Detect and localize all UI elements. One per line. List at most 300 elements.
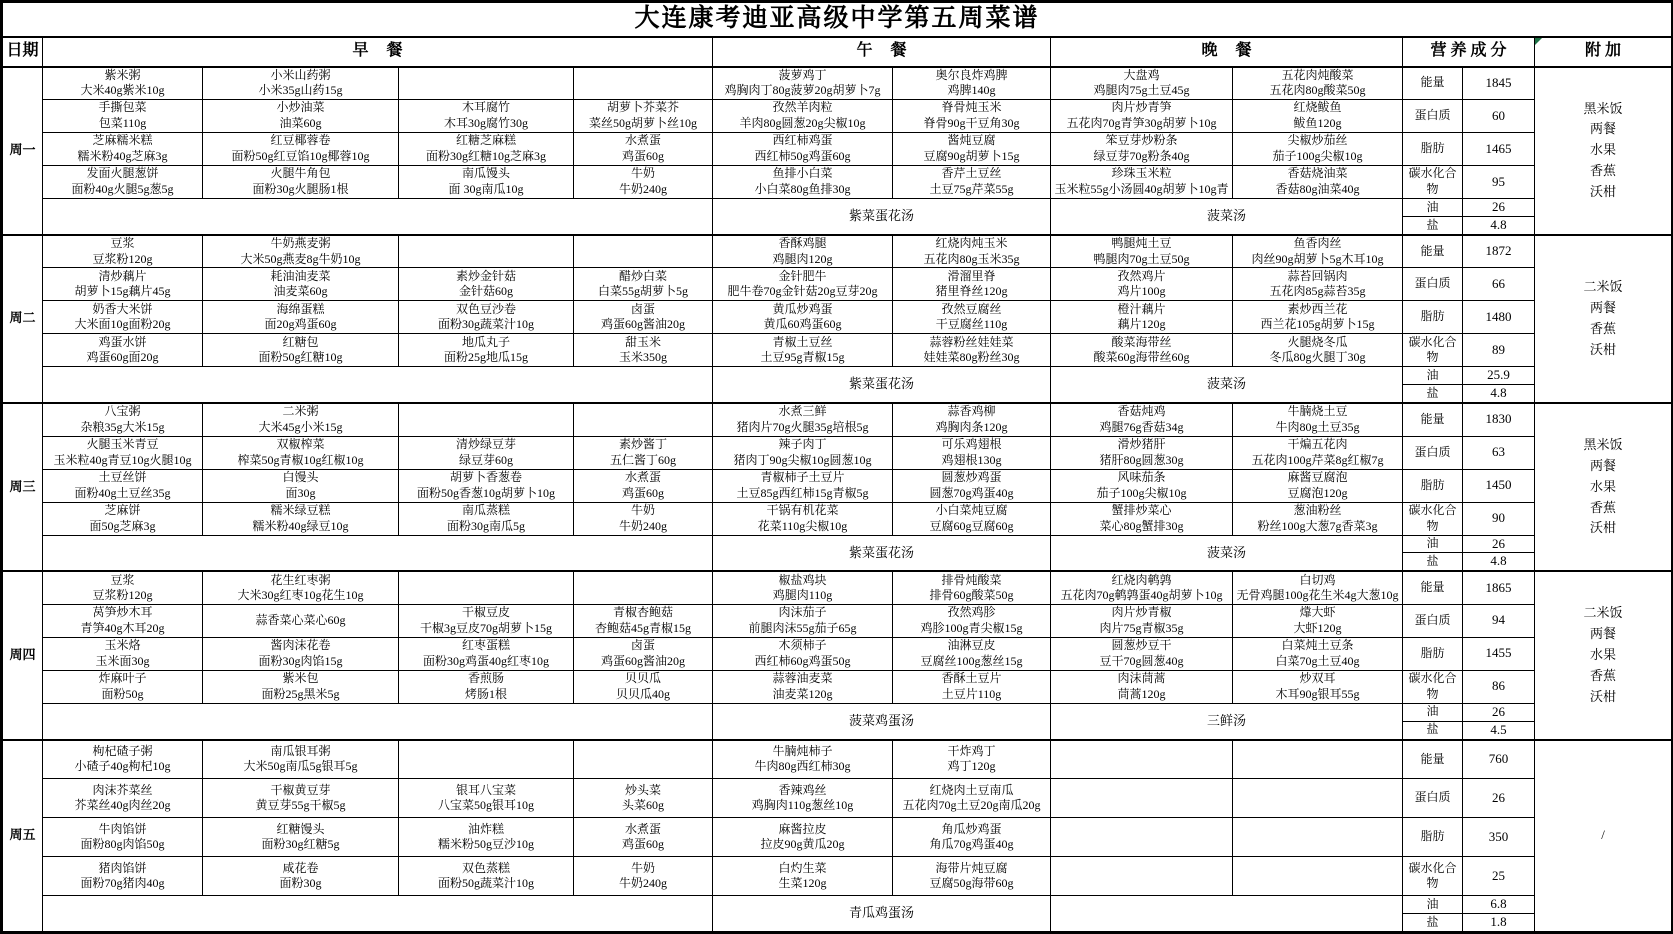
dish-name: 蒜蓉粉丝娃娃菜 <box>929 334 1014 349</box>
dish-cell <box>203 403 399 436</box>
dish-cell <box>203 334 399 367</box>
dish-cell <box>1233 268 1403 301</box>
dish-ingredients: 面粉50g红豆馅10g椰蓉10g <box>231 149 370 163</box>
dish-ingredients: 鸡蛋60g <box>621 149 664 163</box>
dish-cell <box>893 166 1051 199</box>
dish-cell <box>203 779 399 818</box>
dish-name: 橙汁藕片 <box>1117 301 1166 316</box>
dish-cell <box>399 818 574 857</box>
dish-ingredients: 玉米面30g <box>95 653 150 668</box>
dish-cell <box>399 502 574 535</box>
dish-ingredients: 菜心80g蟹排30g <box>1099 518 1184 533</box>
dish-ingredients: 大米45g小米15g <box>258 419 343 434</box>
dish-ingredients: 土豆片110g <box>941 686 1002 701</box>
dish-name: 香煎肠 <box>467 671 504 686</box>
dish-cell <box>43 67 203 100</box>
dish-ingredients: 五花肉80g玉米35g <box>923 251 1020 266</box>
dish-name: 可乐鸡翅根 <box>941 436 1002 451</box>
dish-ingredients: 大米50g南瓜5g银耳5g <box>243 759 358 774</box>
dish-cell <box>713 403 893 436</box>
dish-ingredients: 黄瓜60鸡蛋60g <box>763 317 842 332</box>
dish-ingredients: 面50g芝麻3g <box>89 518 156 533</box>
lunch-soup: 紫菜蛋花汤 <box>713 199 1051 235</box>
dish-cell <box>713 133 893 166</box>
dish-ingredients: 烤肠1根 <box>464 686 507 701</box>
nutrition-label: 碳水化合物 <box>1403 166 1463 199</box>
dinner-soup: 三鲜汤 <box>1051 703 1403 739</box>
dish-ingredients: 面粉40g土豆丝35g <box>74 485 171 500</box>
dish-name: 卤蛋 <box>630 301 655 316</box>
dish-ingredients: 鸡胸肉丁80g菠萝20g胡萝卜7g <box>724 83 881 98</box>
dish-ingredients: 前腿肉沫55g茄子65g <box>748 620 857 635</box>
dish-name: 清炒藕片 <box>98 268 147 283</box>
dish-name: 白菜炖土豆条 <box>1281 638 1354 653</box>
dish-cell-empty <box>1233 857 1403 896</box>
dish-ingredients: 猪肉丁90g尖椒10g圆葱10g <box>733 452 872 467</box>
dish-cell <box>43 670 203 703</box>
dish-cell <box>399 604 574 637</box>
dish-ingredients: 牛奶240g <box>618 518 667 533</box>
nutrition-value: 4.5 <box>1463 721 1535 739</box>
dish-name: 白切鸡 <box>1299 572 1336 587</box>
soup-breakfast-blank <box>43 199 713 235</box>
dish-cell <box>43 637 203 670</box>
dish-ingredients: 猪肉片70g火腿35g培根5g <box>736 419 869 434</box>
dish-name: 豆浆 <box>110 572 135 587</box>
dish-name: 土豆丝饼 <box>98 469 147 484</box>
dish-cell <box>1233 334 1403 367</box>
dish-cell-empty <box>574 571 713 604</box>
dish-ingredients: 鸡蛋60g面20g <box>86 350 159 365</box>
dish-ingredients: 角瓜70g鸡蛋40g <box>929 837 1014 852</box>
day-label: 周四 <box>3 571 43 739</box>
dish-cell <box>399 670 574 703</box>
dish-name: 南瓜银耳粥 <box>270 743 331 758</box>
dish-ingredients: 面粉25g黑米5g <box>261 686 340 701</box>
dish-ingredients: 五花肉70g土豆20g南瓜20g <box>902 798 1041 813</box>
dish-ingredients: 豆浆粉120g <box>92 588 153 603</box>
dish-cell <box>893 436 1051 469</box>
dish-name: 奶香大米饼 <box>92 301 153 316</box>
dish-cell <box>574 268 713 301</box>
nutrition-label: 盐 <box>1403 216 1463 234</box>
nutrition-label: 能量 <box>1403 403 1463 436</box>
dish-name: 香酥鸡腿 <box>778 235 827 250</box>
dish-cell <box>574 779 713 818</box>
nutrition-value: 1865 <box>1463 571 1535 604</box>
dish-name: 肉片炒青笋 <box>1111 100 1172 115</box>
dish-name: 干椒豆皮 <box>461 605 510 620</box>
dish-cell-empty <box>574 740 713 779</box>
dish-name: 八宝粥 <box>104 404 141 419</box>
day-label: 周二 <box>3 235 43 403</box>
dish-name: 葱油粉丝 <box>1293 502 1342 517</box>
nutrition-value: 1845 <box>1463 67 1535 100</box>
dish-cell <box>1051 571 1233 604</box>
dish-cell <box>1051 166 1233 199</box>
dish-name: 牛奶 <box>630 166 655 181</box>
nutrition-label: 碳水化合物 <box>1403 857 1463 896</box>
dish-cell <box>1051 436 1233 469</box>
nutrition-value: 26 <box>1463 779 1535 818</box>
dish-cell-empty <box>574 67 713 100</box>
extra-note: / <box>1535 740 1672 932</box>
dish-name: 干椒黄豆芽 <box>270 782 331 797</box>
nutrition-label: 脂肪 <box>1403 818 1463 857</box>
dish-cell <box>893 670 1051 703</box>
dish-name: 水煮蛋 <box>624 821 661 836</box>
dish-name: 干锅有机花菜 <box>766 502 839 517</box>
dish-cell <box>1051 301 1233 334</box>
dish-cell-empty <box>1051 779 1233 818</box>
dish-name: 香酥土豆片 <box>941 671 1002 686</box>
dish-name: 肉片炒青椒 <box>1111 605 1172 620</box>
dish-ingredients: 白菜70g土豆40g <box>1275 653 1360 668</box>
nutrition-label: 能量 <box>1403 67 1463 100</box>
dish-name: 红豆椰蓉卷 <box>270 133 331 148</box>
dish-cell <box>203 670 399 703</box>
nutrition-value: 25 <box>1463 857 1535 896</box>
dish-cell <box>893 740 1051 779</box>
dish-ingredients: 鸡蛋60g酱油20g <box>600 317 685 332</box>
dish-ingredients: 鸡胗100g青尖椒15g <box>920 620 1023 635</box>
nutrition-label: 脂肪 <box>1403 637 1463 670</box>
dish-name: 玉米烙 <box>104 638 141 653</box>
dish-name: 海带片炖豆腐 <box>935 860 1008 875</box>
dish-cell <box>43 604 203 637</box>
dish-cell <box>713 740 893 779</box>
dish-name: 紫米包 <box>282 671 319 686</box>
dish-ingredients: 面粉80g肉馅50g <box>80 837 165 852</box>
nutrition-value: 1480 <box>1463 301 1535 334</box>
dish-name: 角瓜炒鸡蛋 <box>941 821 1002 836</box>
dish-cell <box>893 403 1051 436</box>
nutrition-value: 760 <box>1463 740 1535 779</box>
dish-cell <box>1233 571 1403 604</box>
dish-cell <box>574 604 713 637</box>
dish-cell <box>203 637 399 670</box>
dish-name: 红糖馒头 <box>276 821 325 836</box>
dish-ingredients: 牛奶240g <box>618 876 667 891</box>
dish-cell <box>713 779 893 818</box>
nutrition-label: 盐 <box>1403 553 1463 571</box>
dish-ingredients: 头菜60g <box>621 798 664 813</box>
dish-cell <box>1233 301 1403 334</box>
dish-cell <box>1051 670 1233 703</box>
nutrition-value: 350 <box>1463 818 1535 857</box>
dish-cell <box>713 301 893 334</box>
dish-name: 孜然羊肉粒 <box>772 100 833 115</box>
dish-name: 西红柿鸡蛋 <box>772 133 833 148</box>
dish-cell <box>893 571 1051 604</box>
dish-cell <box>203 604 399 637</box>
dish-ingredients: 五花肉70g鹌鹑蛋40g胡萝卜10g <box>1060 588 1223 603</box>
dish-ingredients: 圆葱70g鸡蛋40g <box>929 485 1014 500</box>
nutrition-label: 能量 <box>1403 740 1463 779</box>
dish-cell-empty <box>1051 857 1233 896</box>
dish-cell <box>893 301 1051 334</box>
dish-name: 白灼生菜 <box>778 860 827 875</box>
dish-name: 青椒柿子土豆片 <box>760 469 845 484</box>
dish-cell <box>43 301 203 334</box>
dish-name: 金针肥牛 <box>778 268 827 283</box>
nutrition-value: 25.9 <box>1463 367 1535 385</box>
dish-name: 小炒油菜 <box>276 100 325 115</box>
dish-ingredients: 面粉30g鸡蛋40g红枣10g <box>422 653 549 668</box>
dish-ingredients: 羊肉80g圆葱20g尖椒10g <box>739 116 866 130</box>
dish-name: 枸杞碴子粥 <box>92 743 153 758</box>
dish-name: 排骨炖酸菜 <box>941 572 1002 587</box>
dish-ingredients: 拉皮90g黄瓜20g <box>760 837 845 852</box>
dish-ingredients: 冬瓜80g火腿丁30g <box>1269 350 1366 365</box>
dish-name: 地瓜丸子 <box>461 334 510 349</box>
nutrition-value: 89 <box>1463 334 1535 367</box>
dish-ingredients: 鸡腿肉110g <box>772 588 833 603</box>
dish-ingredients: 面粉50g香葱10g胡萝卜10g <box>416 485 555 500</box>
dish-name: 耗油油麦菜 <box>270 268 331 283</box>
dish-name: 蒜蓉油麦菜 <box>772 671 833 686</box>
dish-name: 菠萝鸡丁 <box>778 67 827 82</box>
dish-ingredients: 无骨鸡腿100g花生米4g大葱10g <box>1236 588 1399 603</box>
dish-name: 牛腩烧土豆 <box>1287 404 1348 419</box>
dish-cell <box>713 604 893 637</box>
dish-name: 酱炖豆腐 <box>947 133 996 148</box>
dish-ingredients: 青笋40g木耳20g <box>80 620 165 635</box>
dish-cell <box>893 469 1051 502</box>
dish-name: 黄瓜炒鸡蛋 <box>772 301 833 316</box>
dish-cell <box>893 100 1051 133</box>
dish-cell <box>574 469 713 502</box>
dish-name: 尖椒炒茄丝 <box>1287 133 1348 148</box>
dish-ingredients: 八宝菜50g银耳10g <box>437 798 534 813</box>
dish-name: 小米山药粥 <box>270 67 331 82</box>
dish-name: 鸡蛋水饼 <box>98 334 147 349</box>
dish-ingredients: 鸡蛋60g <box>621 485 664 500</box>
dish-name: 红烧肉鹌鹑 <box>1111 572 1172 587</box>
menu-table <box>2 2 1672 932</box>
dish-cell <box>43 403 203 436</box>
dish-cell-empty <box>574 403 713 436</box>
dish-name: 木耳腐竹 <box>461 100 510 115</box>
dish-name: 白馒头 <box>282 469 319 484</box>
dish-ingredients: 干椒3g豆皮70g胡萝卜15g <box>419 620 552 635</box>
dish-ingredients: 油菜60g <box>279 116 322 130</box>
dish-ingredients: 五花肉70g青笋30g胡萝卜10g <box>1066 116 1217 130</box>
extra-note: 二米饭 两餐 水果 香蕉 沃柑 <box>1535 571 1672 739</box>
dish-cell <box>399 436 574 469</box>
dish-name: 海绵蛋糕 <box>276 301 325 316</box>
dish-name: 孜然豆腐丝 <box>941 301 1002 316</box>
lunch-soup: 青瓜鸡蛋汤 <box>713 896 1051 932</box>
dish-cell <box>1051 67 1233 100</box>
dish-ingredients: 鸡腿肉120g <box>772 251 833 266</box>
dish-cell <box>203 133 399 166</box>
dish-cell <box>1051 502 1233 535</box>
dish-name: 木须柿子 <box>778 638 827 653</box>
dish-cell <box>1233 670 1403 703</box>
dish-ingredients: 酸菜60g海带丝60g <box>1093 350 1190 365</box>
day-label: 周五 <box>3 740 43 932</box>
dish-ingredients: 面30g <box>285 485 316 500</box>
dish-cell <box>43 779 203 818</box>
dish-ingredients: 鸡蛋60g <box>621 837 664 852</box>
dish-ingredients: 白菜55g胡萝卜5g <box>597 284 688 299</box>
col-header-date: 日期 <box>3 37 43 67</box>
dish-cell <box>1051 268 1233 301</box>
dish-ingredients: 木耳30g腐竹30g <box>443 116 528 130</box>
dish-name: 红烧肉土豆南瓜 <box>929 782 1014 797</box>
dish-cell <box>1233 502 1403 535</box>
dish-cell <box>43 469 203 502</box>
nutrition-value: 66 <box>1463 268 1535 301</box>
dish-name: 鸭腿炖土豆 <box>1111 235 1172 250</box>
soup-breakfast-blank <box>43 367 713 403</box>
dish-name: 酱肉沫花卷 <box>270 638 331 653</box>
dish-cell <box>203 436 399 469</box>
dish-ingredients: 五仁酱丁60g <box>609 452 676 467</box>
dish-cell <box>1233 637 1403 670</box>
dish-name: 醋炒白菜 <box>618 268 667 283</box>
dish-name: 牛腩炖柿子 <box>772 743 833 758</box>
dish-cell <box>203 857 399 896</box>
dish-name: 鱼排小白菜 <box>772 166 833 181</box>
dish-ingredients: 鸡腿肉75g土豆45g <box>1093 83 1190 98</box>
dish-name: 香菇炖鸡 <box>1117 404 1166 419</box>
dish-name: 炒头菜 <box>624 782 661 797</box>
dish-name: 孜然鸡片 <box>1117 268 1166 283</box>
dish-cell <box>713 502 893 535</box>
dish-name: 肉沫芥菜丝 <box>92 782 153 797</box>
dish-cell <box>399 166 574 199</box>
dish-name: 风味茄条 <box>1117 469 1166 484</box>
dish-cell <box>574 436 713 469</box>
nutrition-value: 26 <box>1463 703 1535 721</box>
dinner-soup <box>1051 896 1403 932</box>
dish-name: 油炸糕 <box>467 821 504 836</box>
dish-cell <box>399 334 574 367</box>
dish-cell <box>574 301 713 334</box>
nutrition-value: 94 <box>1463 604 1535 637</box>
dish-ingredients: 豆腐90g胡萝卜15g <box>923 149 1020 163</box>
dish-cell-empty <box>1051 818 1233 857</box>
dish-cell <box>43 133 203 166</box>
dish-ingredients: 黄豆芽55g干椒5g <box>255 798 346 813</box>
dish-name: 奥尔良炸鸡脾 <box>935 67 1008 82</box>
dish-cell <box>893 779 1051 818</box>
day-label: 周一 <box>3 67 43 235</box>
dish-name: 猪肉馅饼 <box>98 860 147 875</box>
dish-ingredients: 面粉30g肉馅15g <box>258 653 343 668</box>
dish-cell <box>713 334 893 367</box>
dish-name: 咸花卷 <box>282 860 319 875</box>
nutrition-value: 4.8 <box>1463 216 1535 234</box>
nutrition-label: 盐 <box>1403 914 1463 932</box>
dish-cell <box>893 502 1051 535</box>
lunch-soup: 紫菜蛋花汤 <box>713 535 1051 571</box>
extra-note: 二米饭 两餐 香蕉 沃柑 <box>1535 235 1672 403</box>
dish-ingredients: 面粉30g红糖5g <box>261 837 340 852</box>
dish-cell <box>43 268 203 301</box>
dish-name: 辣子肉丁 <box>778 436 827 451</box>
dish-cell <box>713 166 893 199</box>
dish-cell-empty <box>399 403 574 436</box>
dish-cell <box>713 571 893 604</box>
dish-name: 芝麻饼 <box>104 502 141 517</box>
soup-breakfast-blank <box>43 535 713 571</box>
col-header-dinner: 晚餐 <box>1051 37 1403 67</box>
dish-ingredients: 面 30g南瓜10g <box>448 182 524 196</box>
dish-ingredients: 西红柿50g鸡蛋60g <box>754 149 851 163</box>
dish-ingredients: 杂粮35g大米15g <box>80 419 165 434</box>
dish-name: 双色蒸糕 <box>461 860 510 875</box>
dish-cell <box>399 268 574 301</box>
dish-cell <box>203 67 399 100</box>
dish-cell-empty <box>1233 818 1403 857</box>
dish-ingredients: 小米35g山药15g <box>258 83 343 98</box>
dish-cell-empty <box>399 235 574 268</box>
dish-ingredients: 牛肉80g土豆35g <box>1275 419 1360 434</box>
dish-ingredients: 面粉30g火腿肠1根 <box>252 182 349 196</box>
dish-ingredients: 面粉50g红糖10g <box>258 350 343 365</box>
dish-ingredients: 面粉25g地瓜15g <box>443 350 528 365</box>
dish-name: 蒜苔回锅肉 <box>1287 268 1348 283</box>
dish-name: 甜玉米 <box>624 334 661 349</box>
dish-ingredients: 排骨60g酸菜50g <box>929 588 1014 603</box>
dish-name: 紫米粥 <box>104 67 141 82</box>
dish-name: 青椒杏鲍菇 <box>612 605 673 620</box>
dish-name: 素炒西兰花 <box>1287 301 1348 316</box>
nutrition-label: 盐 <box>1403 385 1463 403</box>
dish-cell <box>713 268 893 301</box>
dish-name: 香辣鸡丝 <box>778 782 827 797</box>
dish-name: 火腿烧冬瓜 <box>1287 334 1348 349</box>
dish-ingredients: 绿豆芽60g <box>458 452 513 467</box>
dish-ingredients: 大米40g紫米10g <box>80 83 165 98</box>
dish-cell <box>399 469 574 502</box>
dish-ingredients: 面粉50g <box>101 686 144 701</box>
dish-cell <box>893 604 1051 637</box>
nutrition-value: 1830 <box>1463 403 1535 436</box>
nutrition-value: 1872 <box>1463 235 1535 268</box>
dish-name: 清炒绿豆芽 <box>455 436 516 451</box>
dish-cell <box>574 857 713 896</box>
nutrition-value: 1450 <box>1463 469 1535 502</box>
dish-ingredients: 粉丝100g大葱7g香菜3g <box>1257 518 1378 533</box>
dish-cell <box>399 779 574 818</box>
dish-ingredients: 面粉30g <box>279 876 322 891</box>
dish-cell <box>893 818 1051 857</box>
dish-cell <box>574 334 713 367</box>
nutrition-value: 6.8 <box>1463 896 1535 914</box>
dish-name: 麻酱豆腐泡 <box>1287 469 1348 484</box>
dish-name: 糯米绿豆糕 <box>270 502 331 517</box>
dish-ingredients: 玉米粒40g青豆10g火腿10g <box>53 452 192 467</box>
dish-ingredients: 鸡翅根130g <box>941 452 1002 467</box>
dish-ingredients: 糯米粉40g绿豆10g <box>252 518 349 533</box>
dish-cell <box>713 670 893 703</box>
dish-ingredients: 肉丝90g胡萝卜5g木耳10g <box>1251 251 1384 266</box>
dish-name: 水煮蛋 <box>624 133 661 148</box>
dish-ingredients: 油麦菜60g <box>273 284 328 299</box>
dish-ingredients: 面粉40g火腿5g葱5g <box>71 182 174 196</box>
dish-cell <box>1233 403 1403 436</box>
dish-ingredients: 茄子100g尖椒10g <box>1096 485 1187 500</box>
dish-cell <box>713 67 893 100</box>
dish-cell <box>1233 235 1403 268</box>
dish-ingredients: 猪里脊丝120g <box>935 284 1008 299</box>
nutrition-label: 蛋白质 <box>1403 604 1463 637</box>
dish-cell <box>1233 133 1403 166</box>
